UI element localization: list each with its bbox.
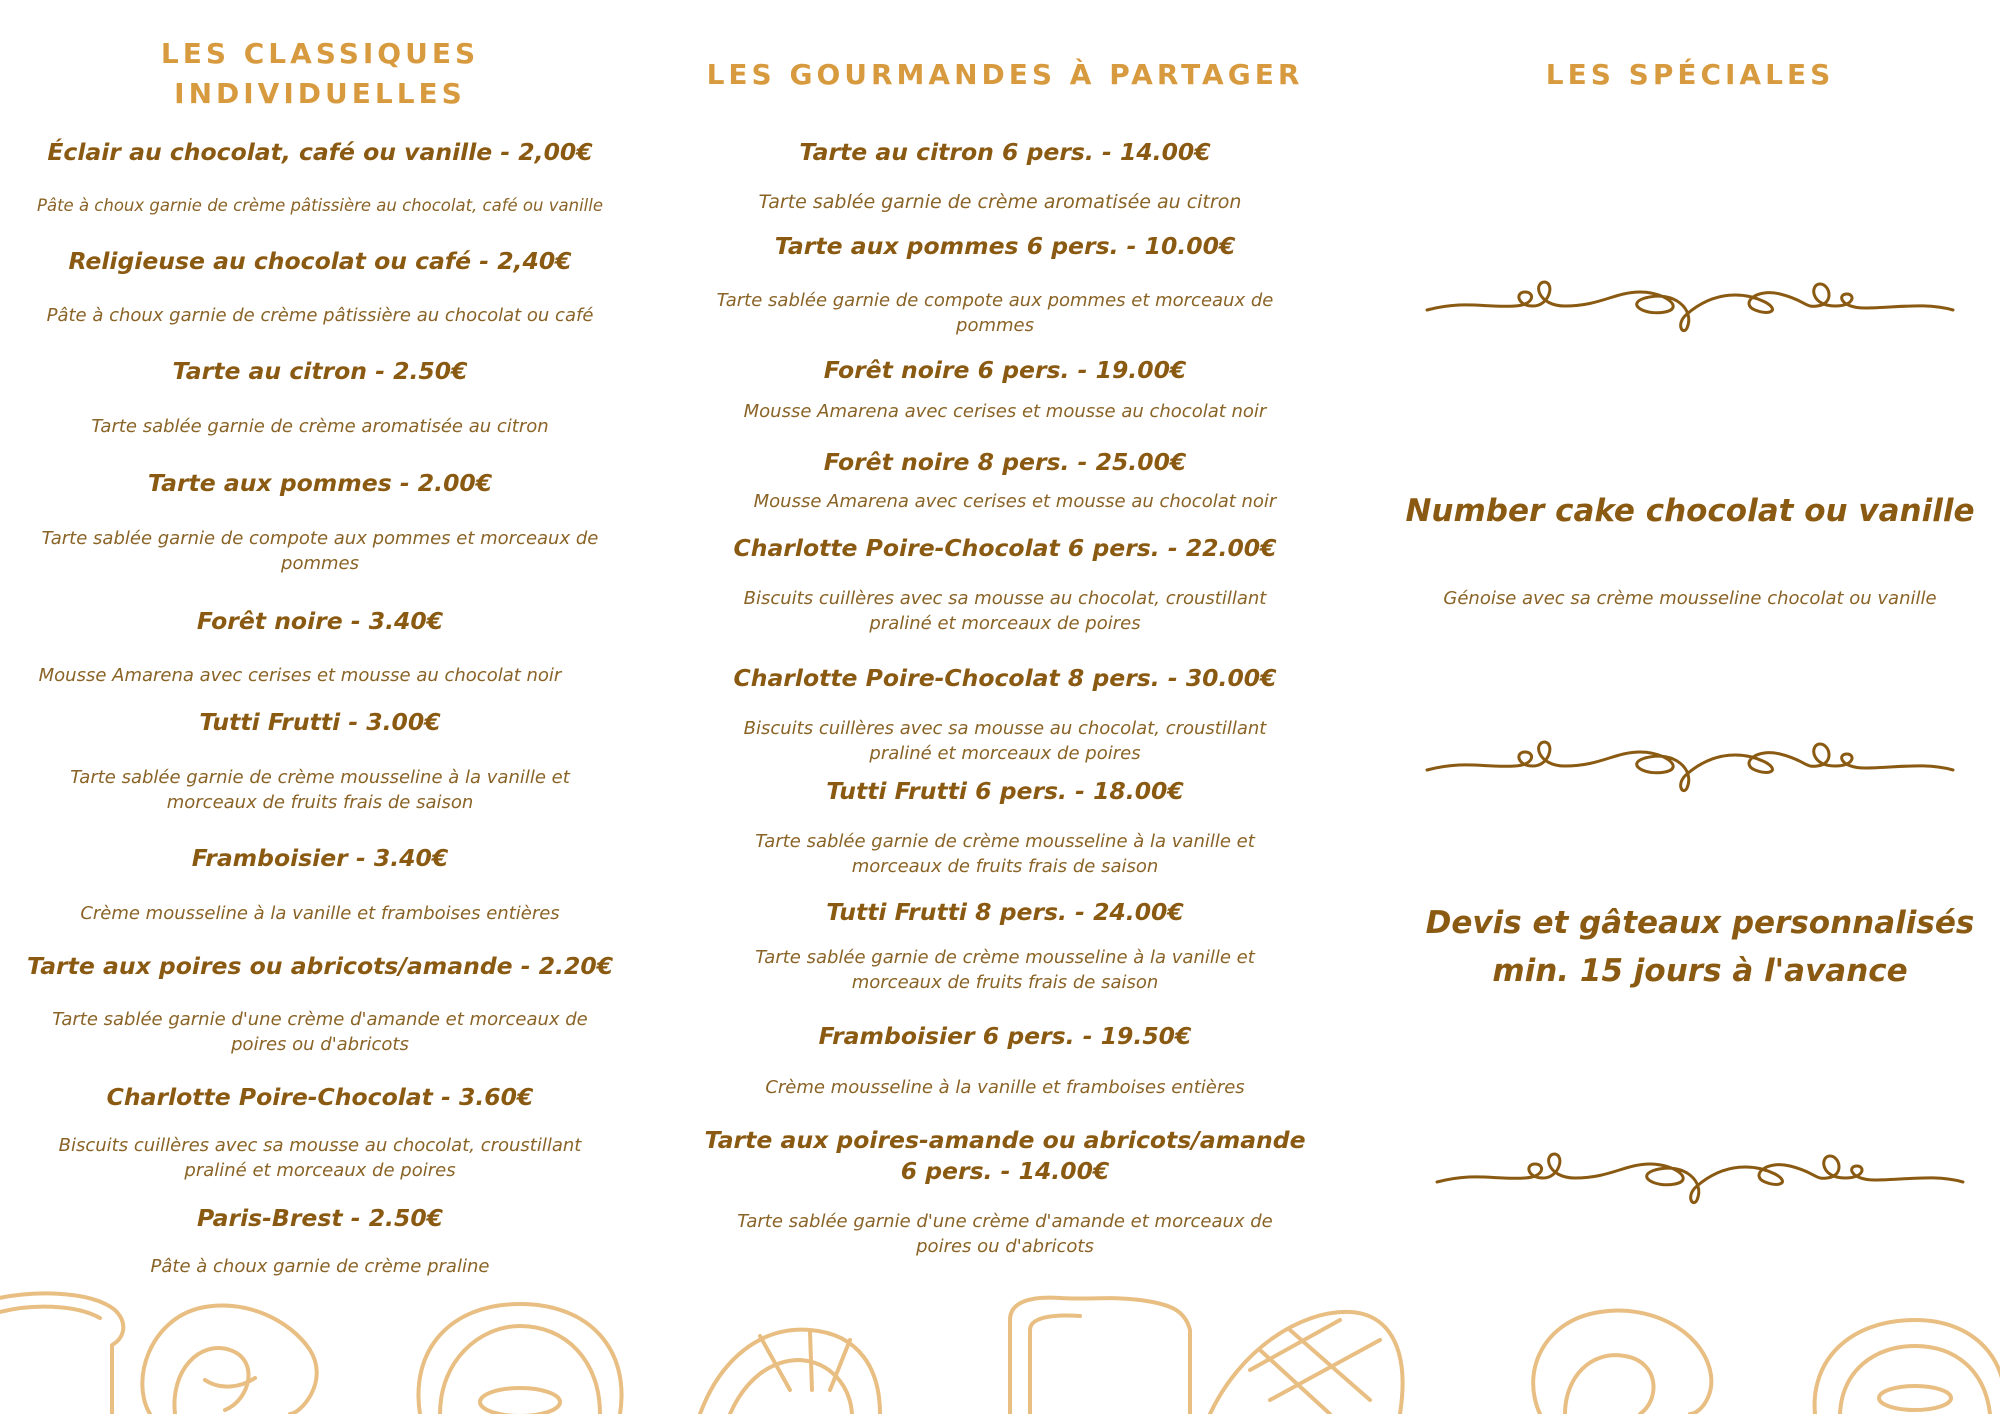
item-title: Éclair au chocolat, café ou vanille - 2,00€ (47, 138, 593, 166)
item-title: Forêt noire - 3.40€ (196, 607, 444, 635)
devis-line: Devis et gâteaux personnalisés (1425, 905, 1975, 941)
item-title: Tutti Frutti 8 pers. - 24.00€ (826, 898, 1184, 926)
item-description: Crème mousseline à la vanille et framboises entières (765, 1077, 1245, 1098)
number-cake-title: Number cake chocolat ou vanille (1405, 493, 1975, 529)
item-description: Pâte à choux garnie de crème pâtissière au chocolat ou café (46, 305, 594, 326)
item-title: Tutti Frutti 6 pers. - 18.00€ (826, 777, 1184, 805)
devis-text (1400, 899, 2000, 995)
heading-classiques (0, 34, 640, 114)
item-title: Paris-Brest - 2.50€ (196, 1204, 444, 1232)
desc-line: Biscuits cuillères avec sa mousse au chocolat, croustillant (743, 718, 1267, 739)
donut-icon (1815, 1320, 2000, 1414)
flourish-divider-icon (1425, 270, 1955, 342)
item-title: Tarte au citron - 2.50€ (172, 357, 468, 385)
desc-line: morceaux de fruits frais de saison (851, 856, 1159, 877)
round-bread-icon (1210, 1312, 1403, 1414)
bread-icon (0, 1293, 123, 1414)
item-description: Mousse Amarena avec cerises et mousse au chocolat noir (753, 491, 1277, 512)
item-description: Mousse Amarena avec cerises et mousse au chocolat noir (38, 665, 562, 686)
item-description (690, 586, 1320, 636)
desc-line: Tarte sablée garnie d'une crème d'amande et morceaux de (52, 1009, 588, 1030)
title-line: Tarte aux poires-amande ou abricots/amande (704, 1126, 1306, 1154)
item-description: Crème mousseline à la vanille et framboises entières (80, 903, 560, 924)
item-title: Forêt noire 8 pers. - 25.00€ (823, 448, 1187, 476)
item-title (690, 1125, 1320, 1187)
desc-line: pommes (956, 315, 1034, 336)
item-title: Framboisier - 3.40€ (191, 844, 449, 872)
item-description: Mousse Amarena avec cerises et mousse au chocolat noir (743, 401, 1267, 422)
flourish-divider-icon (1425, 730, 1955, 802)
croissant-icon (700, 1330, 880, 1414)
item-description: Pâte à choux garnie de crème praline (150, 1256, 490, 1277)
item-title: Tarte aux poires ou abricots/amande - 2.20€ (26, 952, 614, 980)
item-title: Charlotte Poire-Chocolat 8 pers. - 30.00€ (733, 664, 1277, 692)
item-title: Tarte au citron 6 pers. - 14.00€ (799, 138, 1211, 166)
desc-line: pommes (281, 553, 359, 574)
donut-icon (418, 1304, 621, 1414)
item-title: Tarte aux pommes 6 pers. - 10.00€ (774, 232, 1236, 260)
desc-line: Tarte sablée garnie de compote aux pommes et morceaux de (716, 290, 1274, 311)
heading-speciales: LES SPÉCIALES (1545, 58, 1835, 91)
desc-line: Tarte sablée garnie d'une crème d'amande et morceaux de (737, 1211, 1273, 1232)
devis-line: min. 15 jours à l'avance (1492, 953, 1908, 989)
item-description: Pâte à choux garnie de crème pâtissière au chocolat, café ou vanille (37, 196, 603, 215)
item-title: Forêt noire 6 pers. - 19.00€ (823, 356, 1187, 384)
item-title: Charlotte Poire-Chocolat - 3.60€ (106, 1083, 534, 1111)
item-description: Tarte sablée garnie de crème aromatisée au citron (758, 191, 1242, 213)
pretzel-icon (1533, 1311, 1711, 1414)
item-title: Tarte aux pommes - 2.00€ (147, 469, 493, 497)
item-description (0, 526, 640, 576)
desc-line: Biscuits cuillères avec sa mousse au chocolat, croustillant (58, 1135, 582, 1156)
number-cake-description: Génoise avec sa crème mousseline chocolat ou vanille (1443, 588, 1937, 609)
item-description (690, 716, 1320, 766)
item-description (690, 945, 1320, 995)
flourish-divider-icon (1435, 1142, 1965, 1214)
item-description (690, 829, 1320, 879)
desc-line: poires ou d'abricots (231, 1034, 409, 1055)
desc-line: morceaux de fruits frais de saison (166, 792, 474, 813)
loaf-icon (1010, 1298, 1190, 1414)
heading-line-1: LES CLASSIQUES (160, 37, 480, 70)
desc-line: praliné et morceaux de poires (184, 1160, 456, 1181)
desc-line: praliné et morceaux de poires (869, 743, 1141, 764)
item-description: Tarte sablée garnie de crème aromatisée au citron (91, 416, 549, 437)
item-title: Tutti Frutti - 3.00€ (199, 708, 441, 736)
item-description (0, 1007, 640, 1057)
item-title: Framboisier 6 pers. - 19.50€ (818, 1022, 1192, 1050)
desc-line: Tarte sablée garnie de crème mousseline à la vanille et (755, 947, 1255, 968)
desc-line: Tarte sablée garnie de crème mousseline à la vanille et (755, 831, 1255, 852)
heading-line-2: INDIVIDUELLES (174, 77, 466, 110)
item-description (0, 1133, 640, 1183)
item-title: Charlotte Poire-Chocolat 6 pers. - 22.00€ (733, 534, 1277, 562)
desc-line: Biscuits cuillères avec sa mousse au chocolat, croustillant (743, 588, 1267, 609)
desc-line: morceaux de fruits frais de saison (851, 972, 1159, 993)
title-line: 6 pers. - 14.00€ (900, 1157, 1110, 1185)
bakery-illustration (0, 1290, 2000, 1414)
pretzel-icon (142, 1306, 316, 1414)
desc-line: Tarte sablée garnie de crème mousseline à la vanille et (70, 767, 570, 788)
desc-line: Tarte sablée garnie de compote aux pommes et morceaux de (41, 528, 599, 549)
item-title: Religieuse au chocolat ou café - 2,40€ (68, 247, 572, 275)
heading-gourmandes: LES GOURMANDES À PARTAGER (706, 58, 1304, 91)
item-description (0, 765, 640, 815)
item-description (690, 1209, 1320, 1259)
desc-line: praliné et morceaux de poires (869, 613, 1141, 634)
item-description (670, 288, 1320, 338)
desc-line: poires ou d'abricots (916, 1236, 1094, 1257)
